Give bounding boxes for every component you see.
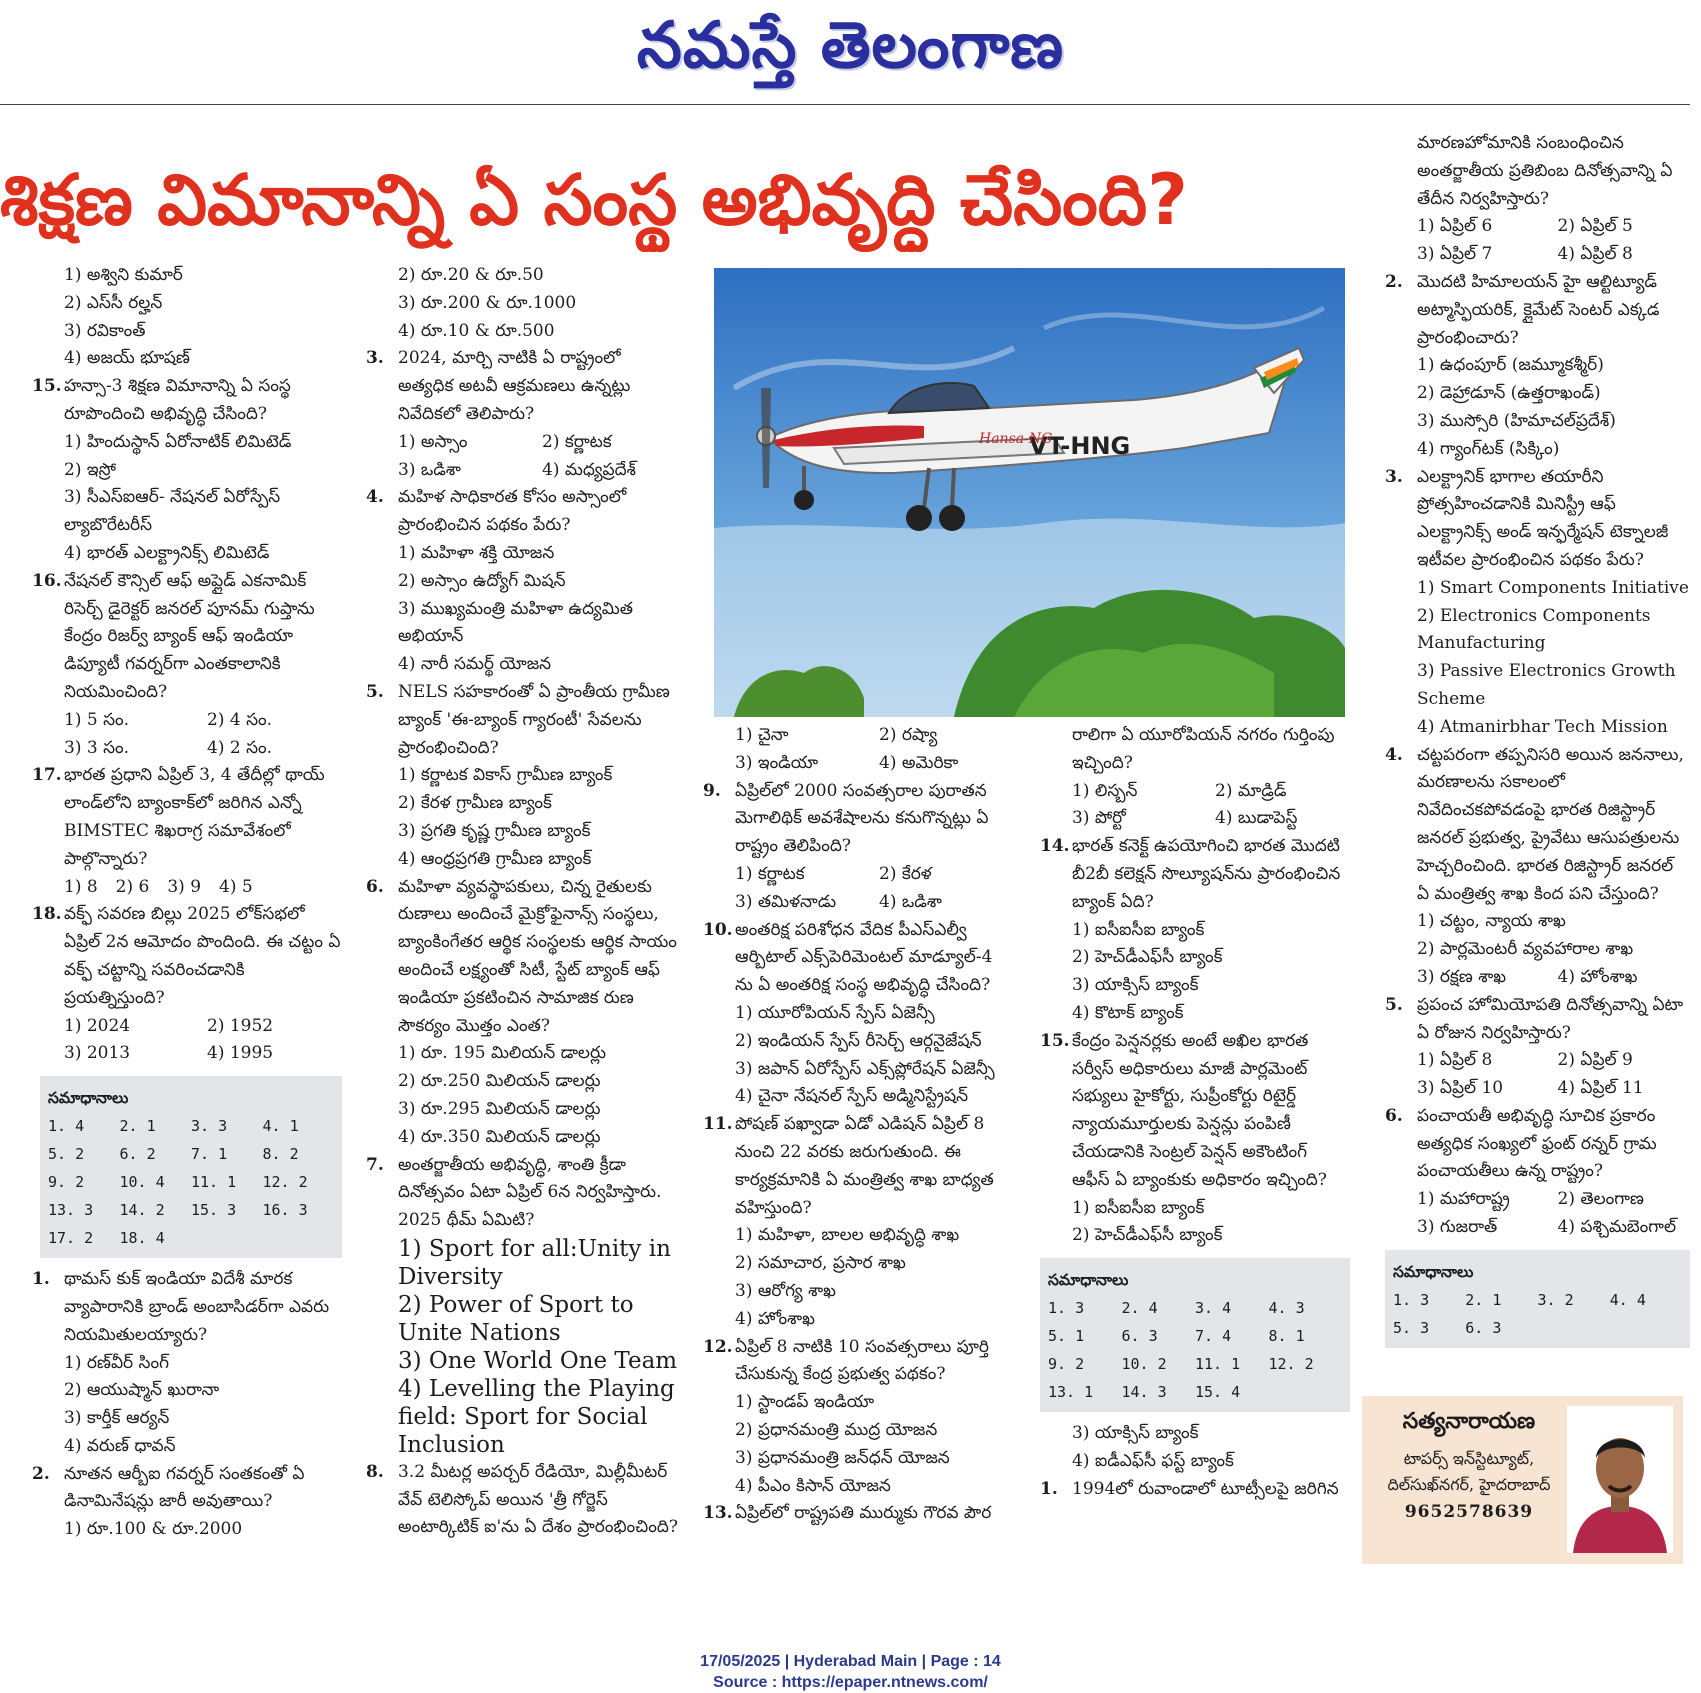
question-14 xyxy=(1040,833,1350,916)
answer-grid xyxy=(1393,1286,1682,1342)
aircraft-script-mark: Hansa-NG xyxy=(979,431,1053,447)
option: 1) ఏప్రిల్ 8 xyxy=(1417,1050,1493,1071)
question-number: 2. xyxy=(1385,271,1403,292)
option: 2) పార్లమెంటరీ వ్యవహారాల శాఖ xyxy=(1417,939,1634,960)
option: 4) ఆంధ్రప్రగతి గ్రామీణ బ్యాంక్ xyxy=(398,848,592,869)
option-list xyxy=(64,707,342,763)
option-list xyxy=(1072,1195,1350,1251)
option: 2) ప్రధానమంత్రి ముద్ర యోజన xyxy=(735,1419,938,1440)
option: 3) కార్తీక్ ఆర్యన్ xyxy=(64,1408,170,1429)
question-number: 9. xyxy=(703,780,721,801)
column-4 xyxy=(1040,722,1350,1504)
question-text: హన్సా-3 శిక్షణ విమానాన్ని ఏ సంస్థ రూపొందించి అభివృద్ధి చేసింది? xyxy=(64,376,291,424)
option: 3) ప్రగతి కృష్ణ గ్రామీణ బ్యాంక్ xyxy=(398,820,591,841)
option: 2) డెహ్రాడూన్ (ఉత్తరాఖండ్) xyxy=(1417,383,1601,404)
answer-item: 7. 1 xyxy=(191,1145,228,1164)
answer-item: 6. 3 xyxy=(1121,1327,1158,1346)
question-number: 18. xyxy=(32,904,62,925)
question-number: 5. xyxy=(366,681,384,702)
answer-item: 15. 4 xyxy=(1195,1383,1241,1402)
answer-item: 6. 2 xyxy=(119,1145,156,1164)
question-text: ఏప్రిల్‌లో 2000 సంవత్సరాల పురాతన మెగాలిథిక్ అవశేషాలను కనుగొన్నట్లు ఏ రాష్ట్రం తెలిపింది? xyxy=(735,780,989,857)
column-1 xyxy=(32,262,342,1544)
footer-source: Source : https://epaper.ntnews.com/ xyxy=(713,1674,988,1691)
option: 1) స్టాండప్ ఇండియా xyxy=(735,1392,875,1413)
option-list xyxy=(398,540,678,679)
person-portrait xyxy=(1567,1406,1673,1553)
option-list xyxy=(735,1389,1015,1500)
option: 1) అశ్విని కుమార్ xyxy=(64,265,183,285)
answer-key xyxy=(40,1076,342,1258)
option: 1) 5 సం. xyxy=(64,709,130,730)
option: 4) 5 xyxy=(219,876,253,897)
answer-item: 2. 4 xyxy=(1121,1299,1158,1318)
answer-item: 5. 2 xyxy=(48,1145,85,1164)
option-list xyxy=(398,1040,678,1151)
option: 4) మధ్యప్రదేశ్ xyxy=(542,459,636,480)
answer-key xyxy=(1385,1250,1690,1348)
option-list xyxy=(64,1350,342,1461)
question-4 xyxy=(1385,742,1690,909)
option-list xyxy=(398,1235,678,1459)
option: 1) రూ. 195 మిలియన్ డాలర్లు xyxy=(398,1043,606,1064)
question-10 xyxy=(703,917,1015,1000)
question-16 xyxy=(32,568,342,707)
option-list xyxy=(64,429,342,568)
answer-key-title: సమాధానాలు xyxy=(48,1088,129,1108)
option: 3) యాక్సిస్ బ్యాంక్ xyxy=(1072,1423,1199,1444)
author-institute-line: దిల్‌సుఖ్‌నగర్, హైదరాబాద్ xyxy=(1387,1475,1551,1494)
answer-item: 3. 3 xyxy=(191,1117,228,1136)
option: 1) మహిళా శక్తి యోజన xyxy=(398,542,555,563)
option: 3) ఆరోగ్య శాఖ xyxy=(735,1280,836,1301)
option-list xyxy=(1072,778,1350,834)
option-list xyxy=(398,429,678,485)
question-number: 16. xyxy=(32,570,62,591)
author-phone: 9652578639 xyxy=(1404,1502,1534,1522)
answer-item: 14. 2 xyxy=(119,1201,165,1220)
question-number: 13. xyxy=(703,1503,733,1524)
question-text: నూతన ఆర్బీఐ గవర్నర్ సంతకంతో ఏ డినామినేషన్లు జారీ అవుతాయి? xyxy=(64,1463,305,1512)
question-text: మహిళా వ్యవస్థాపకులు, చిన్న రైతులకు రుణాలు అందించే మైక్రోఫైనాన్స్ సంస్థలు, బ్యాంకింగేతర ఆర్థిక సంస్థలకు ఆర్థిక సాయం అందించే లక్ష్యంతో సిటీ, స్టేట్ బ్యాంక్ ఆఫ్ ఇండియా ప్రకటించిన సామాజిక రుణ సౌకర్యం మొత్తం ఎంత? xyxy=(398,876,677,1036)
answer-item: 12. 2 xyxy=(1268,1355,1314,1374)
answer-item: 1. 3 xyxy=(1048,1299,1085,1318)
option: 2) Electronics Components Manufacturing xyxy=(1417,605,1651,654)
option-list xyxy=(735,1000,1015,1111)
option: 2) ఆయుష్మాన్ ఖురానా xyxy=(64,1380,220,1401)
option: 3) పోర్టో xyxy=(1072,808,1126,829)
option: 4) చైనా నేషనల్ స్పేస్ అడ్మినిస్ట్రేషన్ xyxy=(735,1086,969,1107)
option: 3) One World One Team xyxy=(398,1347,678,1374)
question-text: భారత ప్రధాని ఏప్రిల్ 3, 4 తేదీల్లో థాయ్ లాండ్‌లోని బ్యాంకాక్‌లో జరిగిన ఎన్నో BIMSTEC శిఖరాగ్ర సమావేశంలో పాల్గొన్నారు? xyxy=(64,765,325,869)
option: 2) ఇస్రో xyxy=(64,459,116,480)
option: 4) పశ్చిమబెంగాల్ xyxy=(1557,1217,1677,1238)
answer-item: 2. 1 xyxy=(119,1117,156,1136)
option-list xyxy=(1417,1047,1690,1103)
option: 1) యూరోపియన్ స్పేస్ ఏజెన్సీ xyxy=(735,1002,935,1023)
question-13 xyxy=(703,1500,1015,1528)
option: 1) హిందుస్థాన్ ఏరోనాటిక్ లిమిటెడ్ xyxy=(64,431,292,452)
question-text: అంతరిక్ష పరిశోధన వేదిక పీఎస్ఎల్వీ ఆర్బిటాల్ ఎక్స్‌పెరిమెంటల్ మాడ్యూల్-4 ను ఏ అంతరిక్ష సంస్థ అభివృద్ధి చేసింది? xyxy=(735,919,993,996)
question-15 xyxy=(32,373,342,429)
question-number: 4. xyxy=(366,487,384,508)
question-text: పంచాయతీ అభివృద్ధి సూచిక ప్రకారం అత్యధిక సంఖ్యలో ఫ్రంట్ రన్నర్ గ్రామ పంచాయతీలు ఉన్న రాష్ట్రం? xyxy=(1417,1105,1657,1182)
option: 3) ఇండియా xyxy=(735,752,819,773)
option: 2) రూ.20 & రూ.50 xyxy=(398,265,544,285)
option-list xyxy=(1417,213,1690,269)
option: 2) 1952 xyxy=(207,1015,274,1036)
question-number: 11. xyxy=(703,1114,733,1135)
option: 4) రూ.350 మిలియన్ డాలర్లు xyxy=(398,1126,601,1147)
option: 1) ఐసీఐసీఐ బ్యాంక్ xyxy=(1072,1197,1205,1218)
question-text: ఏప్రిల్‌లో రాష్ట్రపతి ముర్ముకు గౌరవ పౌర xyxy=(735,1503,992,1524)
question-2 xyxy=(32,1461,342,1517)
option: 4) బుడాపెస్ట్ xyxy=(1215,808,1298,829)
option: 3) జపాన్ ఏరోస్పేస్ ఎక్స్‌ప్లోరేషన్ ఏజెన్సీ xyxy=(735,1058,995,1079)
question-12 xyxy=(703,1334,1015,1390)
option: 3) రూ.200 & రూ.1000 xyxy=(398,292,577,313)
footer-edition: 17/05/2025 | Hyderabad Main | Page : 14 xyxy=(700,1653,1001,1670)
question-number: 15. xyxy=(1040,1030,1070,1051)
question-3 xyxy=(1385,464,1690,575)
option: 1) లిస్బన్ xyxy=(1072,780,1138,801)
option: 2) ఏప్రిల్ 9 xyxy=(1557,1050,1633,1071)
option-list xyxy=(735,722,1015,778)
option-list xyxy=(1417,908,1690,964)
question-number: 10. xyxy=(703,919,733,940)
option: 1) Sport for all:Unity in Diversity xyxy=(398,1235,671,1290)
question-5 xyxy=(1385,992,1690,1048)
option: 1) ఏప్రిల్ 6 xyxy=(1417,216,1493,237)
page-footer xyxy=(0,1651,1701,1693)
author-box xyxy=(1362,1396,1683,1564)
answer-item: 17. 2 xyxy=(48,1229,94,1248)
answer-item: 1. 4 xyxy=(48,1117,85,1136)
answer-item: 3. 4 xyxy=(1195,1299,1232,1318)
answer-key xyxy=(1040,1258,1350,1412)
option: 1) ఐసీఐసీఐ బ్యాంక్ xyxy=(1072,919,1205,940)
answer-item: 10. 4 xyxy=(119,1173,165,1192)
answer-grid xyxy=(1048,1294,1342,1406)
option: 1) మహిళా, బాలల అభివృద్ధి శాఖ xyxy=(735,1225,960,1246)
question-number: 6. xyxy=(366,876,384,897)
answer-item: 4. 3 xyxy=(1268,1299,1305,1318)
option: 2) కర్ణాటక xyxy=(542,431,612,452)
question-number: 8. xyxy=(366,1461,384,1482)
question-text: 2024, మార్చి నాటికి ఏ రాష్ట్రంలో అత్యధిక అటవీ ఆక్రమణలు ఉన్నట్లు నివేదికలో తెలిపారు? xyxy=(398,348,631,424)
question-text: కేంద్రం పెన్షనర్లకు అంటే అఖిల భారత సర్వీస్ అధికారులు మాజీ పార్లమెంట్ సభ్యులు హైకోర్టు, సుప్రీంకోర్టు రిటైర్డ్ న్యాయమూర్తులకు పెన్షన్లు పంపిణీ చేయడానికి సెంట్రల్ పెన్షన్ అకౌంటింగ్ ఆఫీస్ ఏ బ్యాంకుకు అధికారం ఇచ్చింది? xyxy=(1072,1030,1327,1190)
aircraft-photo xyxy=(714,268,1345,717)
option: 2) రూ.250 మిలియన్ డాలర్లు xyxy=(398,1071,601,1092)
option: 1) 2024 xyxy=(64,1015,131,1036)
option: 2) 6 xyxy=(115,876,150,897)
answer-item: 12. 2 xyxy=(262,1173,308,1192)
option: 2) సమాచార, ప్రసార శాఖ xyxy=(735,1253,906,1274)
answer-item: 9. 2 xyxy=(48,1173,85,1192)
question-continuation: మారణహోమానికి సంబంధించిన అంతర్జాతీయ ప్రతిబింబ దినోత్సవాన్ని ఏ తేదీన నిర్వహిస్తారు? xyxy=(1417,133,1673,209)
option: 2) అస్సాం ఉద్యోగ్ మిషన్ xyxy=(398,570,566,591)
option: 4) గ్యాంగ్‌టక్ (సిక్కిం) xyxy=(1417,438,1560,459)
question-18 xyxy=(32,901,342,1012)
question-number: 1. xyxy=(32,1269,50,1290)
question-text: NELS సహకారంతో ఏ ప్రాంతీయ గ్రామీణ బ్యాంక్ 'ఈ-బ్యాంక్ గ్యారంటీ' సేవలను ప్రారంభించింది? xyxy=(398,681,670,758)
option-list xyxy=(64,874,342,902)
option: 3) 9 xyxy=(167,876,202,897)
answer-item: 14. 3 xyxy=(1121,1383,1167,1402)
question-17 xyxy=(32,762,342,873)
option: 3) 2013 xyxy=(64,1043,131,1064)
aircraft-registration: VT-HNG xyxy=(1029,432,1131,460)
option: 2) ఏప్రిల్ 5 xyxy=(1557,216,1633,237)
author-photo xyxy=(1567,1406,1673,1553)
question-number: 12. xyxy=(703,1336,733,1357)
option: 4) ఐడీఎఫ్‌సీ ఫస్ట్ బ్యాంక్ xyxy=(1072,1450,1234,1471)
option: 2) కేరళ గ్రామీణ బ్యాంక్ xyxy=(398,793,552,814)
option: 4) ఏప్రిల్ 8 xyxy=(1557,244,1633,265)
answer-item: 15. 3 xyxy=(191,1201,237,1220)
question-3 xyxy=(366,345,678,428)
option-list xyxy=(1417,1186,1690,1242)
option: 4) Atmanirbhar Tech Mission xyxy=(1417,716,1668,737)
question-2 xyxy=(1385,269,1690,352)
author-name: సత్యనారాయణ xyxy=(1402,1408,1536,1434)
option-list xyxy=(735,1222,1015,1333)
question-9 xyxy=(703,778,1015,861)
column-2 xyxy=(366,262,678,1542)
question-7 xyxy=(366,1152,678,1235)
answer-item: 6. 3 xyxy=(1465,1318,1502,1337)
option-list xyxy=(398,762,678,873)
option: 4) పీఎం కిసాన్ యోజన xyxy=(735,1475,891,1496)
masthead xyxy=(0,0,1701,100)
option: 4) నారీ సమర్థ్ యోజన xyxy=(398,654,552,675)
option: 3) ప్రధానమంత్రి జన్‌ధన్ యోజన xyxy=(735,1447,950,1468)
answer-item: 16. 3 xyxy=(262,1201,308,1220)
option: 3) రవికాంత్ xyxy=(64,320,146,341)
answer-item: 4. 1 xyxy=(262,1117,299,1136)
newspaper-logo: నమస్తే తెలంగాణ xyxy=(636,9,1065,83)
question-number: 17. xyxy=(32,765,62,786)
question-text: 1994లో రువాండాలో టూట్సీలపై జరిగిన xyxy=(1072,1478,1339,1499)
answer-item: 11. 1 xyxy=(191,1173,237,1192)
question-text: చట్టపరంగా తప్పనిసరి అయిన జననాలు, మరణాలను సకాలంలో నివేదించకపోవడంపై భారత రిజిస్ట్రార్ జనరల్ ప్రభుత్వ, ప్రైవేటు ఆసుపత్రులను హెచ్చరించింది. భారత రిజిస్ట్రార్ జనరల్ ఏ మంత్రిత్వ శాఖ కింద పని చేస్తుంది? xyxy=(1417,744,1684,904)
option-list xyxy=(735,861,1015,917)
question-11 xyxy=(703,1111,1015,1222)
option: 3) ముఖ్యమంత్రి మహిళా ఉద్యమిత అభియాన్ xyxy=(398,598,634,647)
question-text: అంతర్జాతీయ అభివృద్ధి, శాంతి క్రీడా దినోత్సవం ఏటా ఏప్రిల్ 6న నిర్వహిస్తారు. 2025 థీమ్ ఏమిటి? xyxy=(398,1154,662,1231)
option: 3) సీఎస్ఐఆర్- నేషనల్ ఏరోస్పేస్ ల్యాబొరేటరీస్ xyxy=(64,487,281,536)
option-list xyxy=(64,1516,342,1544)
question-8 xyxy=(366,1459,678,1542)
option: 1) రూ.100 & రూ.2000 xyxy=(64,1519,243,1540)
option: 4) 2 సం. xyxy=(207,737,273,758)
option: 3) Passive Electronics Growth Scheme xyxy=(1417,661,1676,709)
answer-item: 13. 3 xyxy=(48,1201,94,1220)
answer-item: 3. 2 xyxy=(1537,1290,1574,1309)
answer-item: 8. 1 xyxy=(1268,1327,1305,1346)
question-number: 15. xyxy=(32,376,62,397)
answer-item: 4. 4 xyxy=(1609,1290,1646,1309)
option: 3) ఏప్రిల్ 10 xyxy=(1417,1078,1504,1099)
headline: శిక్షణ విమానాన్ని ఏ సంస్థ అభివృద్ధి చేసింది? xyxy=(0,159,1188,241)
question-text: భారత్ కనెక్ట్ ఉపయోగించి భారత మొదటి బీ2బీ కలెక్షన్ సొల్యూషన్‌ను ప్రారంభించిన బ్యాంక్ ఏది? xyxy=(1072,836,1341,912)
question-text: ఏప్రిల్ 8 నాటికి 10 సంవత్సరాలు పూర్తి చేసుకున్న కేంద్ర ప్రభుత్వ పథకం? xyxy=(735,1336,989,1385)
option: 2) Power of Sport to Unite Nations xyxy=(398,1291,634,1346)
option: 1) మహారాష్ట్ర xyxy=(1417,1189,1510,1210)
option: 4) కొటాక్ బ్యాంక్ xyxy=(1072,1002,1184,1023)
question-number: 7. xyxy=(366,1154,384,1175)
option-list xyxy=(398,262,678,345)
answer-key-title: సమాధానాలు xyxy=(1048,1270,1129,1290)
option: 2) హెచ్‌డీఎఫ్‌సీ బ్యాంక్ xyxy=(1072,947,1223,968)
question-1 xyxy=(1040,1476,1350,1504)
question-1 xyxy=(32,1266,342,1349)
question-text: థామస్ కుక్ ఇండియా విదేశీ మారక వ్యాపారానికి బ్రాండ్ అంబాసిడర్‌గా ఎవరు నియమితులయ్యారు? xyxy=(64,1269,330,1345)
question-number: 14. xyxy=(1040,836,1070,857)
option: 3) గుజరాత్ xyxy=(1417,1217,1498,1238)
question-text: పోషణ్ పఖ్వాడా ఏడో ఎడిషన్ ఏప్రిల్ 8 నుంచి 22 వరకు జరుగుతుంది. ఈ కార్యక్రమానికి ఏ మంత్రిత్వ శాఖ బాధ్యత వహిస్తుంది? xyxy=(735,1114,994,1218)
question-text: వక్ఫ్ సవరణ బిల్లు 2025 లోక్‌సభలో ఏప్రిల్ 2న ఆమోదం పొందింది. ఈ చట్టం ఏ వక్ఫ్ చట్టాన్ని సవరించడానికి ప్రయత్నిస్తుంది? xyxy=(64,904,341,1008)
author-institute-line: టాపర్స్ ఇన్‌స్టిట్యూట్, xyxy=(1403,1449,1535,1468)
question-text: మహిళ సాధికారత కోసం అస్సాంలో ప్రారంభించిన పథకం పేరు? xyxy=(398,487,627,536)
answer-item: 1. 3 xyxy=(1393,1290,1430,1309)
question-text: ప్రపంచ హోమియోపతి దినోత్సవాన్ని ఏటా ఏ రోజున నిర్వహిస్తారు? xyxy=(1417,994,1684,1043)
option: 4) Levelling the Playing field: Sport for Social Inclusion xyxy=(398,1375,675,1458)
column-3 xyxy=(703,722,1015,1528)
answer-item: 13. 1 xyxy=(1048,1383,1094,1402)
question-text: 3.2 మీటర్ల అపర్చర్ రేడియో, మిల్లీమీటర్ వేవ్ టెలిస్కోప్ అయిన 'త్రీ గోర్జెస్ అంటార్కిటిక్ ఐ'ను ఏ దేశం ప్రారంభించింది? xyxy=(398,1461,678,1538)
answer-item: 10. 2 xyxy=(1121,1355,1167,1374)
answer-item: 2. 1 xyxy=(1465,1290,1502,1309)
option: 4) 1995 xyxy=(207,1043,274,1064)
option-list xyxy=(1417,352,1690,463)
answer-item: 18. 4 xyxy=(119,1229,165,1248)
option: 3) యాక్సిస్ బ్యాంక్ xyxy=(1072,975,1199,996)
option: 3) ఒడిశా xyxy=(398,459,461,480)
question-6 xyxy=(1385,1103,1690,1186)
option: 1) కర్ణాటక వికాస్ గ్రామీణ బ్యాంక్ xyxy=(398,765,613,786)
option: 4) రూ.10 & రూ.500 xyxy=(398,320,555,341)
question-text: మొదటి హిమాలయన్ హై ఆల్టిట్యూడ్ అట్మాస్ఫియరిక్, క్లైమేట్ సెంటర్ ఎక్కడ ప్రారంభించారు? xyxy=(1417,271,1660,348)
masthead-divider xyxy=(0,104,1690,105)
question-number: 5. xyxy=(1385,994,1403,1015)
answer-item: 7. 4 xyxy=(1195,1327,1232,1346)
question-number: 2. xyxy=(32,1463,50,1484)
option: 3) తమిళనాడు xyxy=(735,891,837,912)
option: 3) ముస్సోరి (హిమాచల్‌ప్రదేశ్) xyxy=(1417,410,1616,431)
option: 3) ఏప్రిల్ 7 xyxy=(1417,244,1493,265)
aircraft-illustration xyxy=(714,268,1345,717)
option: 2) మాడ్రిడ్ xyxy=(1215,780,1287,801)
question-text: నేషనల్ కౌన్సిల్ ఆఫ్ అప్లైడ్ ఎకనామిక్ రిసెర్చ్ డైరెక్టర్ జనరల్ పూనమ్ గుప్తాను కేంద్రం రిజర్వ్ బ్యాంక్ ఆఫ్ ఇండియా డిప్యూటీ గవర్నర్‌గా ఎంతకాలానికి నియమించింది? xyxy=(64,570,315,702)
option: 3) రూ.295 మిలియన్ డాలర్లు xyxy=(398,1098,601,1119)
question-5 xyxy=(366,679,678,762)
option: 3) రక్షణ శాఖ xyxy=(1417,966,1507,987)
option: 2) 4 సం. xyxy=(207,709,273,730)
answer-item: 9. 2 xyxy=(1048,1355,1085,1374)
option: 2) ఎస్‌సీ రల్హన్ xyxy=(64,292,163,313)
question-number: 1. xyxy=(1040,1478,1058,1499)
option: 1) 8 xyxy=(64,876,98,897)
option: 4) భారత్ ఎలక్ట్రానిక్స్ లిమిటెడ్ xyxy=(64,542,270,563)
answer-key-title: సమాధానాలు xyxy=(1393,1261,1474,1281)
option: 4) హోంశాఖ xyxy=(1557,966,1638,987)
option: 1) కర్ణాటక xyxy=(735,863,805,884)
option: 4) అజయ్ భూషణ్ xyxy=(64,348,190,369)
option-list xyxy=(1417,964,1690,992)
option: 2) కేరళ xyxy=(879,863,932,884)
question-15 xyxy=(1040,1028,1350,1195)
option-list xyxy=(64,262,342,373)
option: 1) రణ్‌వీర్ సింగ్ xyxy=(64,1352,170,1373)
question-text: ఎలక్ట్రానిక్ భాగాల తయారీని ప్రోత్సహించడానికి మినిస్ట్రీ ఆఫ్ ఎలక్ట్రానిక్స్ అండ్ ఇన్ఫర్మేషన్ టెక్నాలజీ ఇటీవల ప్రారంభించిన పథకం పేరు? xyxy=(1417,466,1669,570)
option: 1) అస్సాం xyxy=(398,431,468,452)
answer-item: 11. 1 xyxy=(1195,1355,1241,1374)
question-number: 4. xyxy=(1385,744,1403,765)
option: 4) అమెరికా xyxy=(879,752,959,773)
answer-item: 8. 2 xyxy=(262,1145,299,1164)
option-list xyxy=(1417,575,1690,742)
question-continuation: రాలిగా ఏ యూరోపియన్ నగరం గుర్తింపు ఇచ్చింది? xyxy=(1072,725,1335,773)
option: 4) ఒడిశా xyxy=(879,891,942,912)
option: 1) ఉధంపూర్ (జమ్మూకశ్మీర్) xyxy=(1417,355,1604,376)
option: 4) హోంశాఖ xyxy=(735,1308,815,1329)
option: 3) 3 సం. xyxy=(64,737,130,758)
answer-grid xyxy=(48,1112,334,1252)
question-number: 3. xyxy=(1385,466,1403,487)
option: 1) చైనా xyxy=(735,725,789,745)
question-6 xyxy=(366,874,678,1041)
option: 2) ఇండియన్ స్పేస్ రీసెర్చ్ ఆర్గనైజేషన్ xyxy=(735,1030,982,1051)
answer-item: 5. 1 xyxy=(1048,1327,1085,1346)
option: 2) హెచ్‌డీఎఫ్‌సీ బ్యాంక్ xyxy=(1072,1225,1223,1246)
option: 2) రష్యా xyxy=(879,725,938,745)
option: 1) చట్టం, న్యాయ శాఖ xyxy=(1417,911,1566,932)
answer-item: 5. 3 xyxy=(1393,1318,1430,1337)
column-5 xyxy=(1385,130,1690,1356)
option-list xyxy=(1072,917,1350,1028)
option-list xyxy=(64,1013,342,1069)
option: 4) వరుణ్ ధావన్ xyxy=(64,1435,176,1456)
question-number: 3. xyxy=(366,348,384,369)
option: 1) Smart Components Initiative xyxy=(1417,577,1689,598)
author-institute xyxy=(1374,1446,1564,1498)
option-list xyxy=(1072,1420,1350,1476)
option: 4) ఏప్రిల్ 11 xyxy=(1557,1078,1644,1099)
question-number: 6. xyxy=(1385,1105,1403,1126)
option: 2) తెలంగాణ xyxy=(1557,1189,1644,1210)
question-4 xyxy=(366,484,678,540)
